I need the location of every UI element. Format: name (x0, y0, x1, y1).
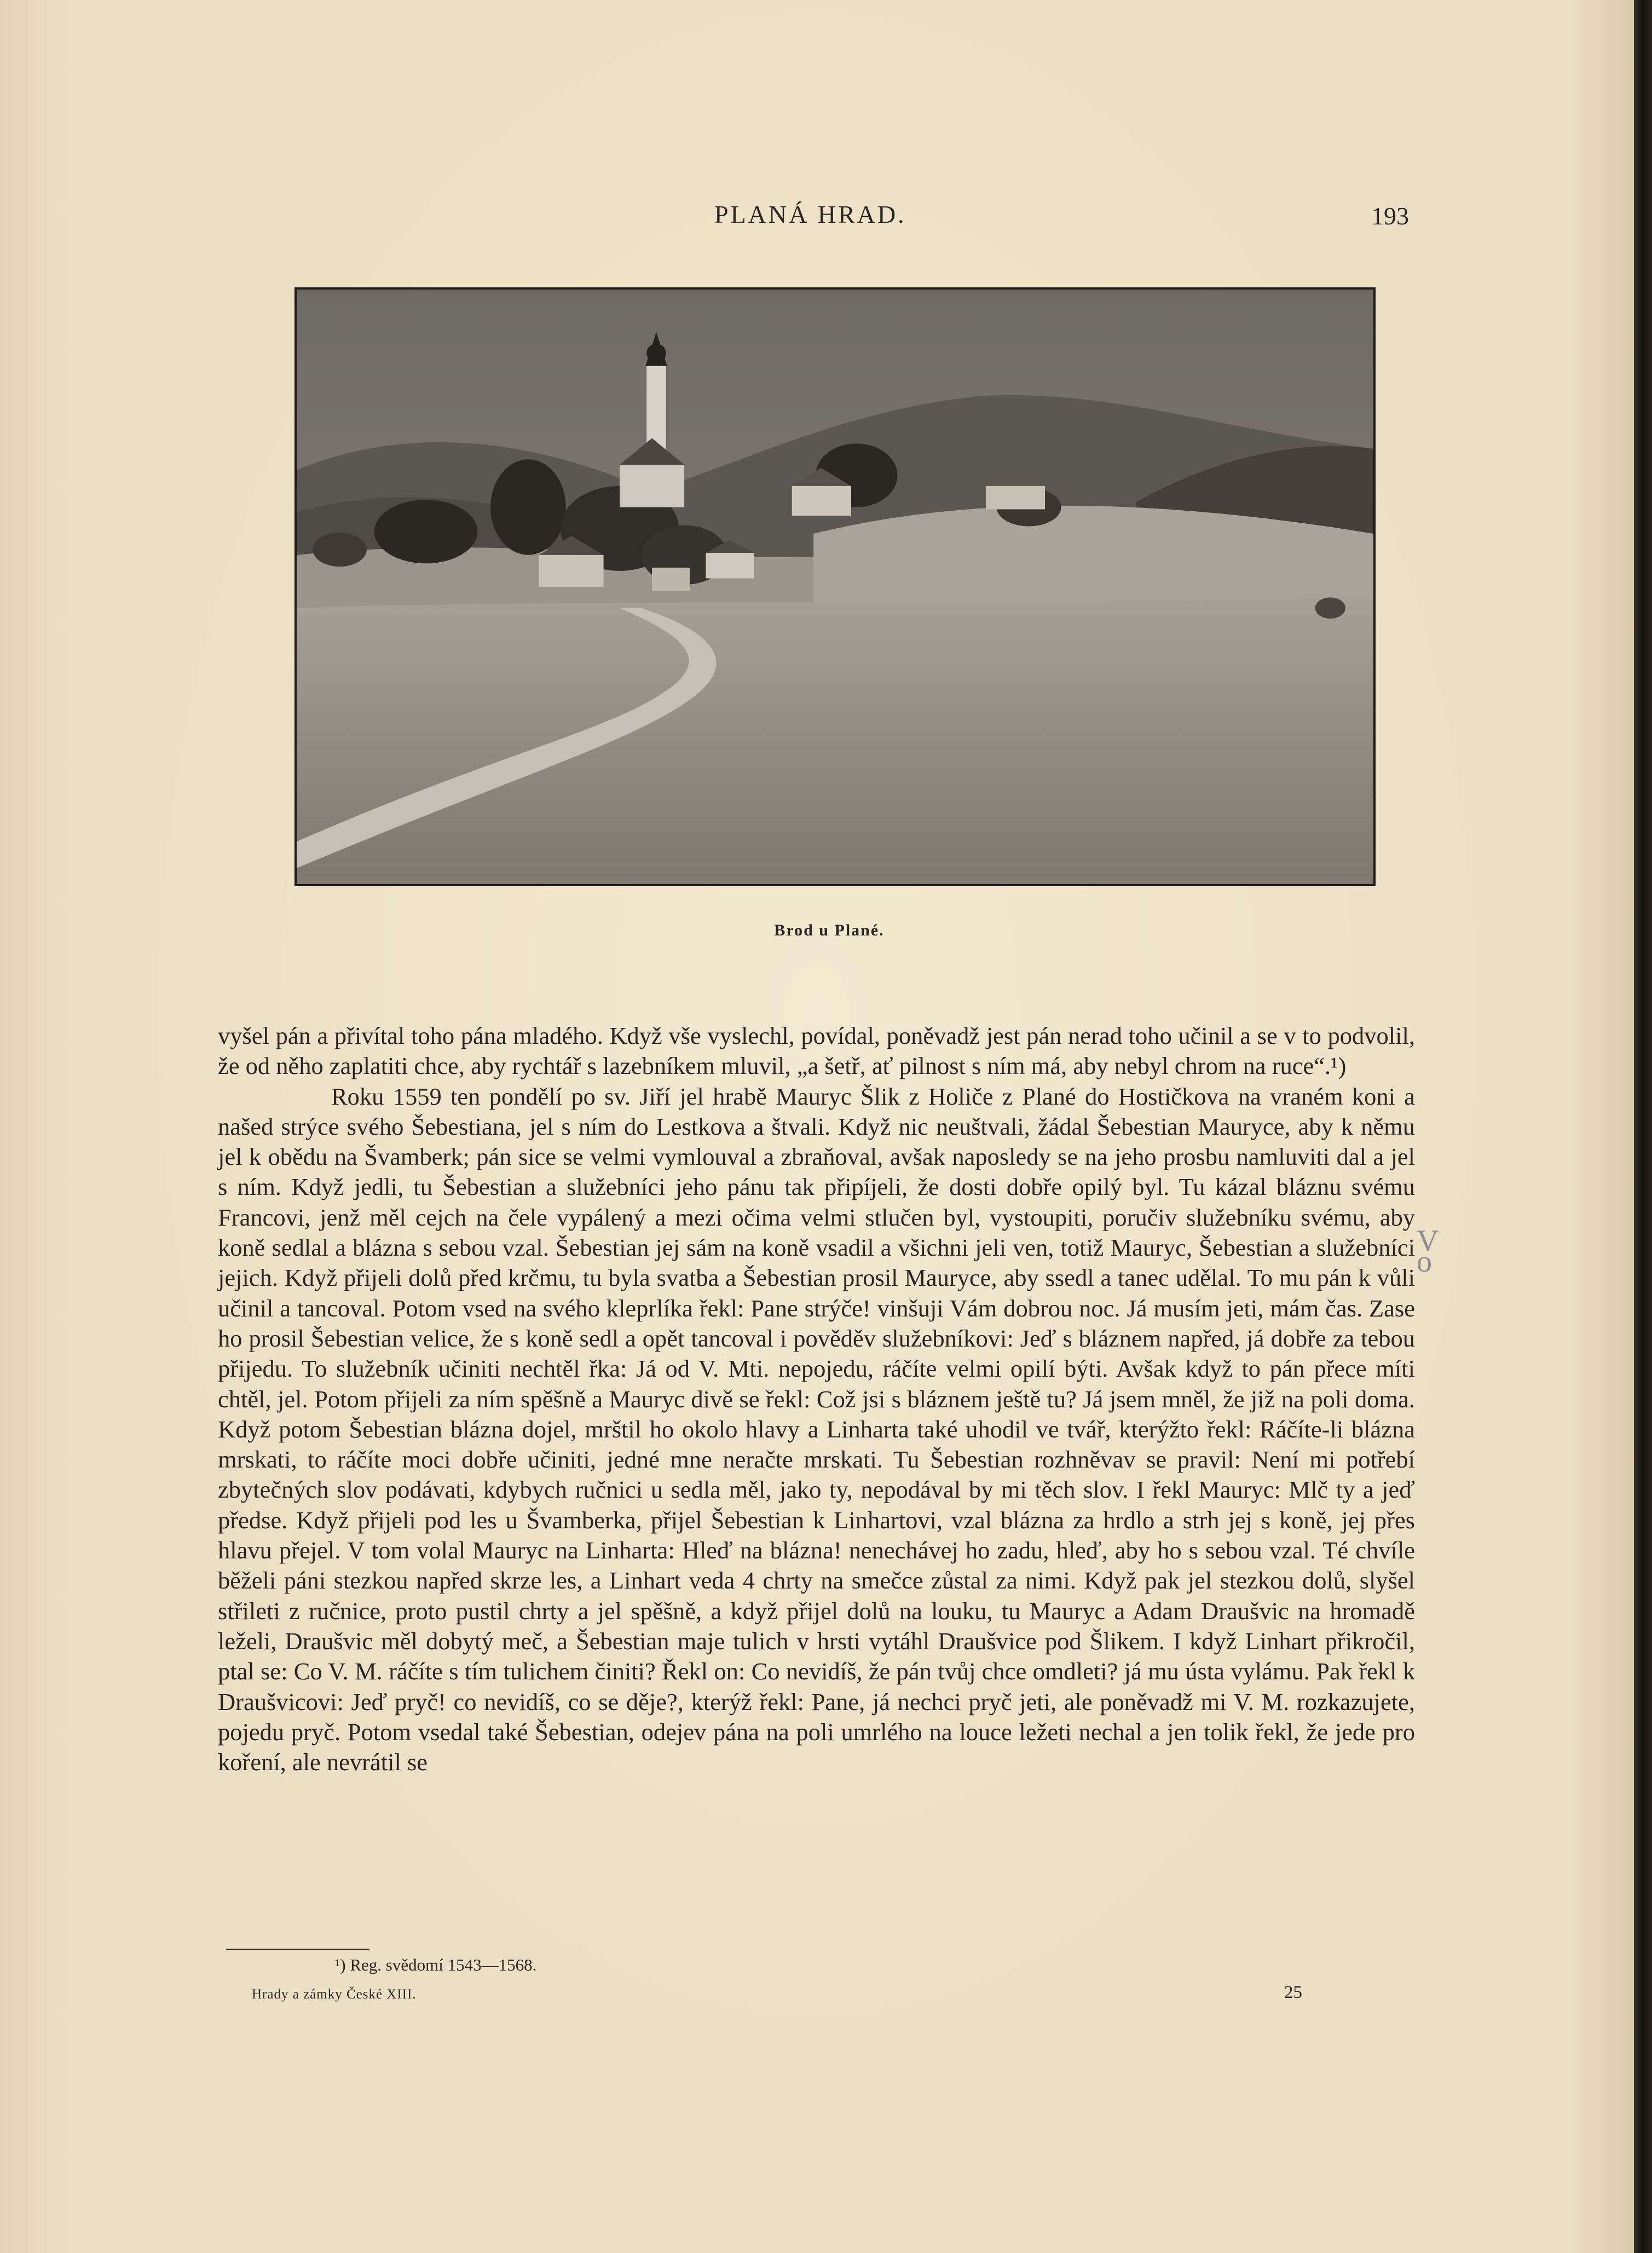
figure-caption: Brod u Plané. (774, 921, 885, 939)
paragraph: vyšel pán a přivítal toho pána mladého. Když vše vyslechl, povídal, poněvadž jest pán nerad toho učinil a se v to podvolil, že od něho zaplatiti chce, aby rychtář s lazebníkem mluvil, „a šetř, ať pilnost s ním má, aby nebyl chrom na ruce“.¹) (218, 1022, 1415, 1080)
paragraph: Roku 1559 ten pondělí po sv. Jiří jel hrabě Mauryc Šlik z Holiče z Plané do Hostičkova na vraném koni a našed strýce svého Šebestiana, jel s ním do Lestkova a štvali. Když nic neuštvali, žádal Šebestian Mauryce, aby k němu jel k obědu na Švamberk; pán sice se velmi vymlouval a zbraňoval, avšak naposledy se na jeho prosbu namluviti dal a jel s ním. Když jedli, tu Šebestian a služebníci jeho pánu tak připíjeli, že dosti dobře opilý byl. Tu kázal bláznu svému Francovi, jenž měl cejch na čele vypálený a mezi očima velmi stlučen byl, vystoupiti, poručiv služebníku svému, aby koně sedlal a blázna s sebou vzal. Šebestian jej sám na koně vsadil a všichni jeli ven, totiž Mauryc, Šebestian a služebníci jejich. Když přijeli dolů před krčmu, tu byla svatba a Šebestian prosil Mauryce, aby ssedl a tanec udělal. To mu pán k vůli učinil a tancoval. Potom vsed na svého kleprlíka řekl: Pane strýče! vinšuji Vám dobrou noc. Já musím jeti, mám čas. Zase ho prosil Šebestian velice, že s koně sedl a opět tancoval i pověděv služebníkovi: Jeď s bláznem napřed, já dobře za tebou přijedu. To služebník učiniti nechtěl řka: Já od V. Mti. nepojedu, ráčíte velmi opilí býti. Avšak když to pán přece míti chtěl, jel. Potom přijeli za ním spěšně a Mauryc divě se řekl: Což jsi s bláznem ještě tu? Já jsem mněl, že již na poli doma. Když potom Šebestian blázna dojel, mrštil ho okolo hlavy a Linharta také uhodil ve tvář, kterýžto řekl: Ráčíte-li blázna mrskati, to ráčíte moci dobře učiniti, jedné mne neračte mrskati. Tu Šebestian rozhněvav se pravil: Není mi potřebí zbytečných slov podávati, kdybych ručnici u sedla měl, jako ty, nepodával by mi těch slov. I řekl Mauryc: Mlč ty a jeď předse. Když přijeli pod les u Švamberka, přijel Šebestian k Linhartovi, vzal blázna za hrdlo a strh jej s koně, jej přes hlavu přejel. V tom volal Mauryc na Linharta: Hleď na blázna! nenechávej ho zadu, hleď, aby ho s sebou vzal. Té chvíle běželi páni stezkou napřed skrze les, a Linhart veda 4 chrty na smečce zůstal za nimi. Když pak jel stezkou dolů, slyšel střileti z ručnice, proto pustil chrty a jel spěšně, a když přijel dolů na louku, tu Mauryc a Adam Draušvic na hromadě leželi, Draušvic měl dobytý meč, a Šebestian maje tulich v hrsti vytáhl Draušvice pod Šlikem. I když Linhart přikročil, ptal se: Co V. M. ráčíte s tím tulichem činiti? Řekl on: Co nevidíš, že pán tvůj chce omdleti? já mu ústa vylámu. Pak řekl k Draušvicovi: Jeď pryč! co nevidíš, co se děje?, kterýž řekl: Pane, já nechci pryč jeti, ale poněvadž mi V. M. rozkazujete, pojedu pryč. Potom vsedal také Šebestian, odejev pána na poli umrlého na louce ležeti nechal a jen tolik řekl, že jede pro koření, ale nevrátil se (218, 1082, 1415, 1776)
margin-mark-text: V o (1417, 1224, 1439, 1279)
page-number: 193 (1371, 202, 1409, 230)
margin-pencil-mark (1417, 1224, 1439, 1279)
body-text (218, 1021, 1415, 1777)
sheet-number: 25 (1284, 1983, 1302, 2002)
scan-edge (1634, 0, 1652, 2253)
printer-signature: Hrady a zámky České XIII. (252, 1987, 417, 2002)
footnote: ¹) Reg. svědomí 1543—1568. (335, 1955, 537, 1974)
running-title: PLANÁ HRAD. (714, 200, 906, 228)
landscape-illustration (294, 287, 1376, 886)
village-landscape-picture (297, 290, 1373, 884)
footnote-rule (226, 1949, 369, 1950)
